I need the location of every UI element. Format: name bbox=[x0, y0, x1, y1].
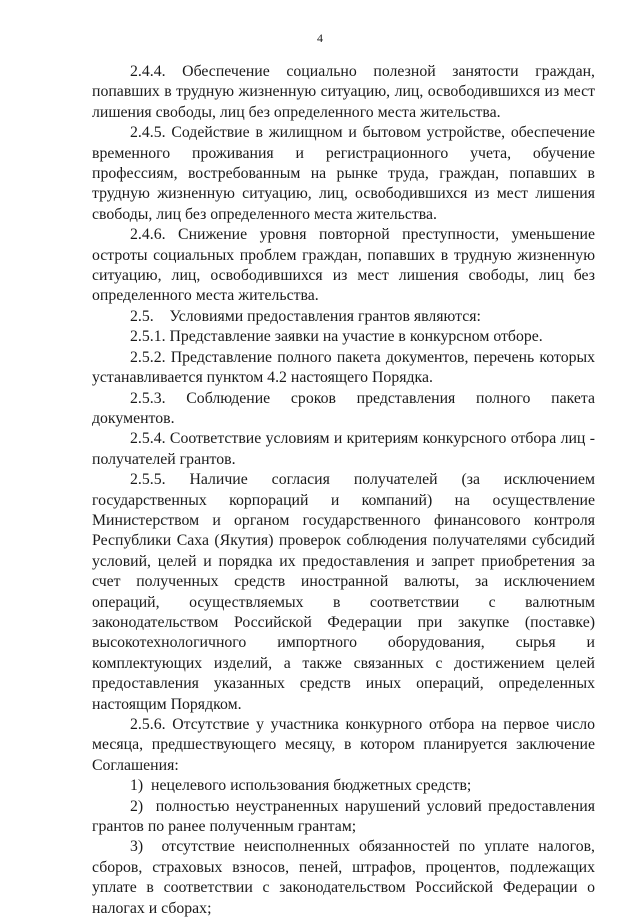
page-number: 4 bbox=[317, 31, 323, 45]
clause-2-4-6: 2.4.6. Снижение уровня повторной преступности, уменьшение остроты социальных проблем граждан, попавших в трудную жизненную ситуацию, лиц, освободившихся из мест лишения свободы, лиц без определенного места жительства. bbox=[92, 226, 595, 305]
clause-2-5-6: 2.5.6. Отсутствие у участника конкурного отбора на первое число месяца, предшествующего месяцу, в котором планируется заключение Соглашения: bbox=[92, 716, 595, 774]
clause-2-5-5: 2.5.5. Наличие согласия получателей (за исключением государственных корпораций и компаний) на осуществление Министерством и органом государственного финансового контроля Республики Саха (Якутия) проверок соблюдения получателями субсидий условий, целей и порядка их предоставления и запрет приобретения за счет полученных средств иностранной валюты, за исключением операций, осуществляемых в соответствии с валютным законодательством Российской Федерации при закупке (поставке) высокотехнологичного импортного оборудования, сырья и комплектующих изделий, а также связанных с достижением целей предоставления указанных средств иных операций, определенных настоящим Порядком. bbox=[92, 471, 595, 713]
clause-2-4-5: 2.4.5. Содействие в жилищном и бытовом устройстве, обеспечение временного проживания и регистрационного учета, обучение профессиям, востребованным на рынке труда, граждан, попавших в трудную жизненную ситуацию, лиц, освободившихся из мест лишения свободы, лиц без определенного места жительства. bbox=[92, 124, 595, 223]
clause-2-5-4: 2.5.4. Соответствие условиям и критериям конкурсного отбора лиц - получателей грантов. bbox=[92, 430, 595, 468]
list-item-2: 2) полностью неустраненных нарушений условий предоставления грантов по ранее полученным грантам; bbox=[92, 797, 595, 836]
clause-2-5: 2.5. Условиями предоставления грантов являются: bbox=[130, 307, 481, 325]
list-item-3: 3) отсутствие неисполненных обязанностей по уплате налогов, сборов, страховых взносов, пеней, штрафов, процентов, подлежащих уплате в соответствии с законодательством Российской Федерации о налогах и сборах; bbox=[92, 838, 595, 917]
clause-2-5-2: 2.5.2. Представление полного пакета документов, перечень которых устанавливается пунктом 4.2 настоящего Порядка. bbox=[92, 348, 595, 387]
document-body bbox=[92, 62, 595, 919]
clause-2-5-1: 2.5.1. Представление заявки на участие в конкурсном отборе. bbox=[130, 328, 543, 346]
clause-2-5-3: 2.5.3. Соблюдение сроков представления полного пакета документов. bbox=[92, 389, 595, 427]
clause-2-4-4: 2.4.4. Обеспечение социально полезной занятости граждан, попавших в трудную жизненную ситуацию, лиц, освободившихся из мест лишения свободы, лиц без определенного места жительства. bbox=[92, 63, 595, 121]
list-item-1: 1) нецелевого использования бюджетных средств; bbox=[130, 777, 472, 795]
